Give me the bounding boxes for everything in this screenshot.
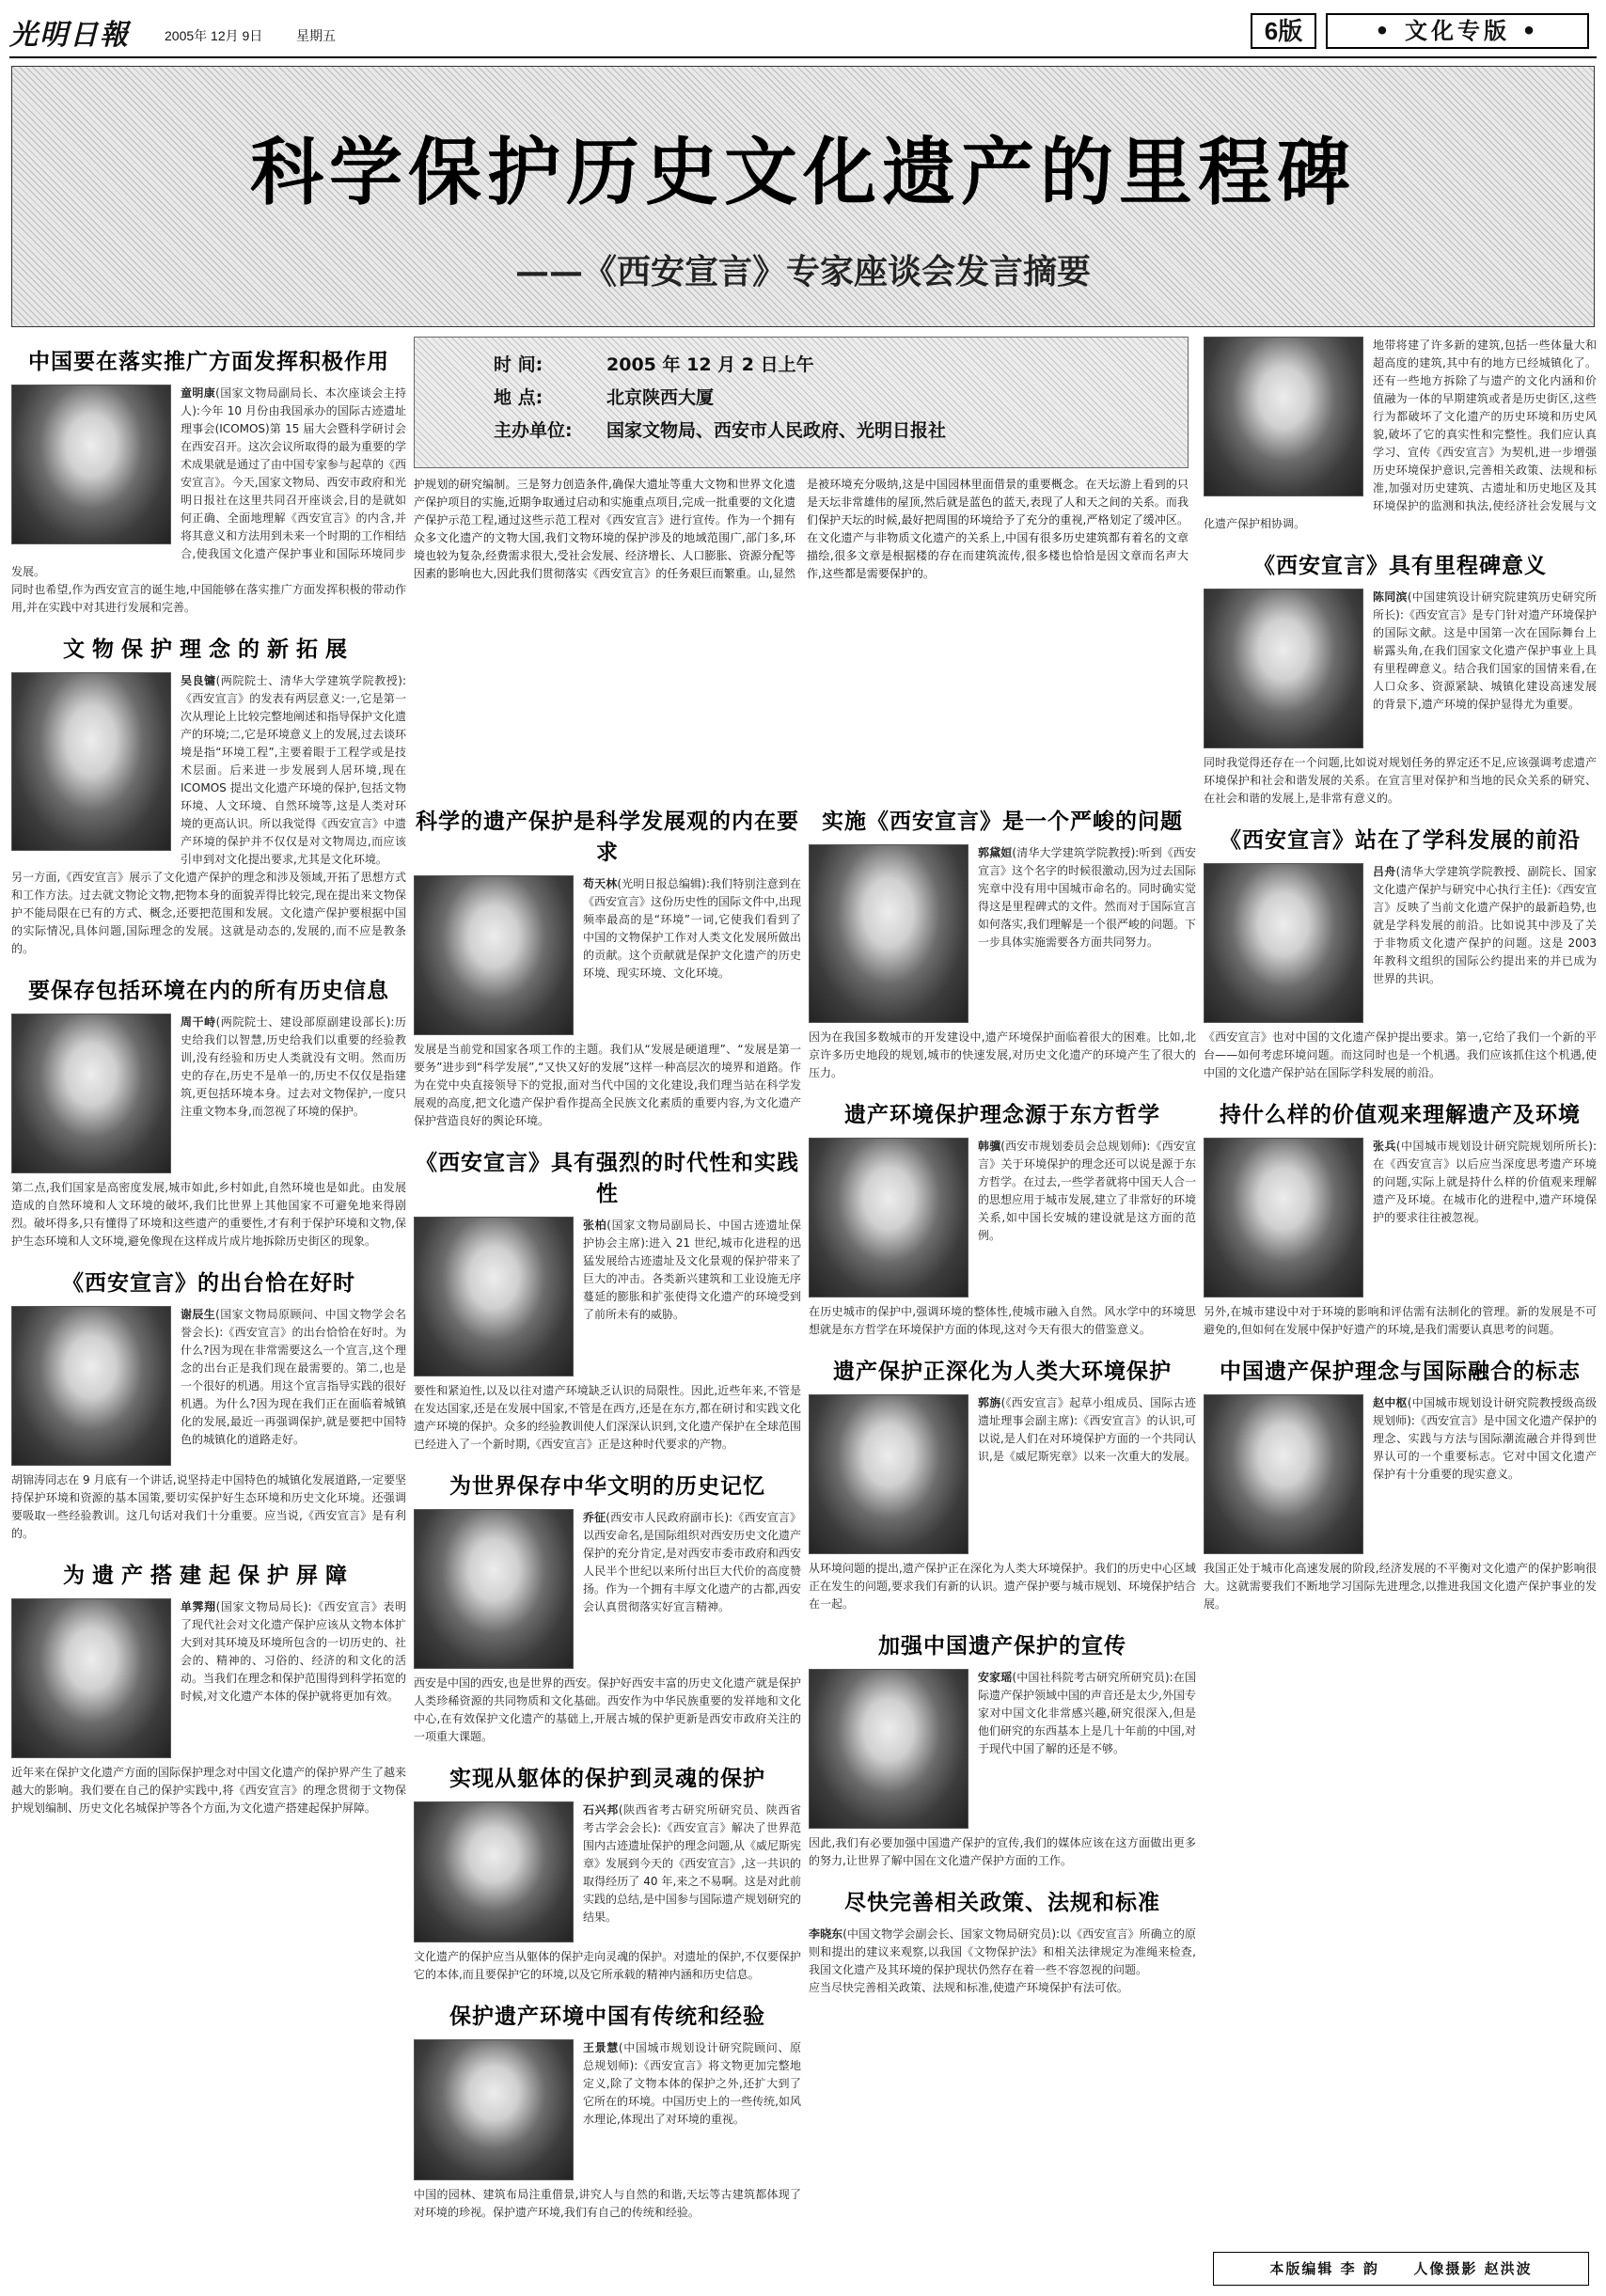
article-lead-text: :《西安宣言》的出台恰恰在好时。为什么?因为现在非常需要这么一个宣言,这个理念的出台正是我们现在最需要的。第二,也是一个很好的机遇。用这个宣言指导实践的很好机遇。为什么?因为现在我们正在面临着城镇化的发展,最近一再强调保护,就是要把中国特色的城镇化的道路走好。 xyxy=(181,1326,406,1446)
article-lead-text: :听到《西安宣言》这个名字的时候很激动,因为过去国际宪章中没有用中国城市命名的。同时确实觉得这是里程碑式的文件。然而对于国际宣言如何落实,我们理解是一个很严峻的问题。下一步具体实施需要各方面共同努力。 xyxy=(978,846,1196,949)
speaker-name: 安家瑶 xyxy=(978,1671,1013,1684)
speaker-name: 陈同滨 xyxy=(1373,590,1408,604)
article xyxy=(1204,541,1597,808)
article-lead-text: :《西安宣言》是中国文化遗产保护的理念、实践与方法与国际潮流融合并得到世界认可的一个重要标志。它对中国文化遗产保护有十分重要的现实意义。 xyxy=(1373,1414,1597,1481)
speaker-role: (清华大学建筑学院教授、副院长、国家文化遗产保护与研究中心执行主任) xyxy=(1373,865,1597,896)
portrait-photo xyxy=(11,672,171,851)
article-body: 第二点,我们国家是高密度发展,城市如此,乡村如此,自然环境也是如此。由发展造成的自然环境和人文环境的破坏,我们比世界上其他国家不可避免地来得剧烈。破坏得多,只有懂得了环境和这些遗产的重要性,才有利于保护环境和文物,保护生态环境和人文环境,避免像现在这样成片成片地拆除历史街区的现象。 xyxy=(11,1181,406,1248)
column-3 xyxy=(809,796,1196,2288)
article-heading: 尽快完善相关政策、法规和标准 xyxy=(844,1891,1160,1915)
article-lead-text: :《西安宣言》是专门针对遗产环境保护的国际文献。这是中国第一次在国际舞台上崭露头角,在我们国家文化遗产保护事业上具有里程碑意义。结合我们国家的国情来看,在人口众多、资源紧缺、城镇化建设高速发展的背景下,遗产环境的保护显得尤为重要。 xyxy=(1373,608,1597,711)
article-body: 胡锦涛同志在 9 月底有一个讲话,说坚持走中国特色的城镇化发展道路,一定要坚持保护环境和资源的基本国策,要切实保护好生态环境和历史文化环境。还强调要吸取一些经验教训。这几句话对我们十分重要。应当说,《西安宣言》是有利的。 xyxy=(11,1473,406,1540)
article-continuation xyxy=(1204,337,1597,533)
speaker-role: (国家文物局原顾问、中国文物学会名誉会长) xyxy=(181,1308,406,1339)
speaker-role: (两院院士、清华大学建筑学院教授) xyxy=(215,674,402,687)
speaker-name: 单霁翔 xyxy=(181,1600,216,1613)
issue-date: 2005年 12月 9日 xyxy=(165,28,263,43)
article-lead-text: :《西安宣言》关于环境保护的理念还可以说是源于东方哲学。在过去,一些学者就将中国天人合一的思想应用于城市发展,建立了非常好的环境关系,如中国长安城的建设就是这方面的范例。 xyxy=(978,1140,1196,1242)
speaker-role: (国家文物局副局长、本次座谈会主持人) xyxy=(181,386,406,417)
speaker-role: (两院院士、建设部原副建设部长) xyxy=(215,1015,391,1029)
speaker-name: 苟天林 xyxy=(583,877,618,890)
article-heading: 中国遗产保护理念与国际融合的标志 xyxy=(1220,1360,1581,1384)
speaker-role: (陕西省考古研究所研究员、陕西省考古学会会长) xyxy=(583,1803,801,1834)
portrait-photo xyxy=(11,1598,171,1758)
place-label: 地 点: xyxy=(494,387,543,408)
portrait-photo xyxy=(1204,863,1363,1023)
portrait-photo xyxy=(414,1217,574,1376)
article xyxy=(414,796,801,1130)
article xyxy=(1204,815,1597,1082)
article-body: 我国正处于城市化高速发展的阶段,经济发展的不平衡对文化遗产的保护影响很大。这就需要我们不断地学习国际先进理念,以推进我国文化遗产保护事业的发展。 xyxy=(1204,1562,1597,1611)
page-title: 科学保护历史文化遗产的里程碑 xyxy=(249,131,1356,215)
event-host: 国家文物局、西安市人民政府、光明日报社 xyxy=(606,420,947,441)
article-body: 要性和紧迫性,以及以往对遗产环境缺乏认识的局限性。因此,近些年来,不管是在发达国家,还是在发展中国家,不管是在西方,还是在东方,都在研讨和实践文化遗产环境的保护。众多的经验教训使人们深深认识到,文化遗产保护在全球范围已经进入了一个新时期,《西安宣言》正是这种时代要求的产物。 xyxy=(414,1384,801,1451)
speaker-role: (《西安宣言》起草小组成员、国际古迹遗址理事会副主席) xyxy=(978,1396,1196,1427)
article-heading: 持什么样的价值观来理解遗产及环境 xyxy=(1220,1103,1581,1127)
article-body: 另一方面,《西安宣言》展示了文化遗产保护的理念和涉及领域,开拓了思想方式和工作方法。过去就文物论文物,把物本身的面貌弄得比较完,现在提出来文物保护不能局限在已有的方式、概念,还要把范围和发展。文化遗产保护要根据中国的实际情况,具体问题,国际理念的发展。这就是动态的,发展的,而不应是教条的。 xyxy=(11,871,406,955)
portrait-photo xyxy=(809,1669,968,1829)
article xyxy=(11,1550,406,1817)
article-heading: 《西安宣言》站在了学科发展的前沿 xyxy=(1220,828,1581,853)
speaker-role: (中国文物学会副会长、国家文物局研究员) xyxy=(842,1927,1057,1941)
article xyxy=(1204,1346,1597,1613)
portrait-photo xyxy=(809,1138,968,1297)
speaker-name: 谢辰生 xyxy=(181,1308,216,1321)
newspaper-logo: 光明日報 xyxy=(9,19,130,52)
article-heading: 为遗产搭建起保护屏障 xyxy=(63,1564,354,1588)
article-lead-text: :《西安宣言》将文物更加完整地定义,除了文物本体的保护之外,还扩大到了它所在的环境。中国历史上的一些传统,如风水理论,体现出了对环境的重视。 xyxy=(583,2059,801,2126)
article xyxy=(809,796,1196,1082)
speaker-name: 乔征 xyxy=(583,1511,606,1524)
time-label: 时 间: xyxy=(494,354,543,375)
article-body: 近年来在保护文化遗产方面的国际保护理念对中国文化遗产的保护界产生了越来越大的影响。我们要在自己的保护实践中,将《西安宣言》的理念贯彻于文物保护规划编制、历史文化名城保护等各个方面,为文化遗产搭建起保护屏障。 xyxy=(11,1766,406,1815)
article-heading: 遗产环境保护理念源于东方哲学 xyxy=(844,1103,1160,1127)
column-1 xyxy=(11,337,406,2288)
article-body: 中国的园林、建筑布局注重借景,讲究人与自然的和谐,天坛等古建筑都体现了对环境的珍视。保护遗产环境,我们有自己的传统和经验。 xyxy=(414,2188,801,2219)
article-body: 因此,我们有必要加强中国遗产保护的宣传,我们的媒体应该在这方面做出更多的努力,让世界了解中国在文化遗产保护方面的工作。 xyxy=(809,1836,1196,1867)
article xyxy=(414,1991,801,2222)
article xyxy=(809,1346,1196,1613)
editor-name: 李 韵 xyxy=(1340,2260,1379,2277)
article-heading: 《西安宣言》具有里程碑意义 xyxy=(1253,554,1547,578)
speaker-role: (西安市规划委员会总规划师) xyxy=(1000,1140,1147,1153)
event-place-row xyxy=(494,384,1174,409)
article xyxy=(809,1878,1196,1997)
article xyxy=(414,1753,801,1984)
speaker-role: (中国建筑设计研究院建筑历史研究所所长) xyxy=(1373,590,1597,621)
article-body: 在历史城市的保护中,强调环境的整体性,使城市融入自然。风水学中的环境思想就是东方哲学在环境保护方面的体现,这对今天有很大的借鉴意义。 xyxy=(809,1305,1196,1336)
speaker-name: 王景慧 xyxy=(583,2041,619,2054)
speaker-role: (国家文物局副局长、中国古迹遗址保护协会主席) xyxy=(583,1219,801,1250)
speaker-name: 赵中枢 xyxy=(1373,1396,1408,1409)
article-heading: 遗产保护正深化为人类大环境保护 xyxy=(833,1360,1172,1384)
section-name: • 文化专版 • xyxy=(1326,13,1589,49)
hero-banner xyxy=(11,66,1595,327)
article-lead-text: :在《西安宣言》以后应当深度思考遗产环境的问题,实际上就是持什么样的价值观来理解遗产及环境。在城市化的进程中,遗产环境保护的要求往往被忽视。 xyxy=(1373,1140,1597,1224)
portrait-photo xyxy=(809,1394,968,1554)
article-continuation-text: 地带将建了许多新的建筑,包括一些体量大和超高度的建筑,其中有的地方已经城镇化了。还有一些地方拆除了与遗产的文化内涵和价值融为一体的早期建筑或者是历史街区,这些行为都破坏了文化遗产的历史环境和历史风貌,破坏了它的真实性和完整性。我们应认真学习、宣传《西安宣言》为契机,进一步增强历史环境保护意识,完善相关政策、法规和标准,加强对历史建筑、古遗址和历史地区及其环境保护的监测和执法,使经济社会发展与文化遗产保护相协调。 xyxy=(1204,338,1597,530)
article xyxy=(11,624,406,958)
event-place: 北京陕西大厦 xyxy=(606,387,715,408)
issue-weekday: 星期五 xyxy=(296,28,336,43)
article-heading: 加强中国遗产保护的宣传 xyxy=(878,1634,1126,1659)
article xyxy=(414,1138,801,1454)
article-body: 从环境问题的提出,遗产保护正在深化为人类大环境保护。我们的历史中心区域正在发生的问题,要求我们有新的认识。遗产保护要与城市规划、环境保护结合在一起。 xyxy=(809,1562,1196,1611)
speaker-name: 吕舟 xyxy=(1373,865,1396,878)
speaker-name: 张柏 xyxy=(583,1219,607,1232)
speaker-role: (中国城市规划设计研究院顾问、原总规划师) xyxy=(583,2041,801,2072)
article-lead-text: :在国际遗产保护领域中国的声音还是太少,外国专家对中国文化非常感兴趣,研究很深入,但是他们研究的东西基本上是几十年前的中国,对于现代中国了解的还是不够。 xyxy=(978,1671,1196,1755)
portrait-photo xyxy=(1204,589,1363,748)
event-info-area xyxy=(414,337,1196,788)
portrait-photo xyxy=(1204,1394,1363,1554)
article-heading: 科学的遗产保护是科学发展观的内在要求 xyxy=(416,810,799,865)
editor-label: 本版编辑 xyxy=(1269,2260,1334,2277)
article-heading: 要保存包括环境在内的所有历史信息 xyxy=(28,979,389,1003)
photographer-name: 赵洪波 xyxy=(1484,2260,1533,2277)
portrait-photo xyxy=(11,385,171,544)
portrait-photo xyxy=(414,875,574,1035)
article-body: 发展是当前党和国家各项工作的主题。我们从“发展是硬道理”、“发展是第一要务”进步到“科学发展”,“又快又好的发展”这样一种高层次的境界和道路。作为在党中央直接领导下的党报,面对当代中国的文化建设,我们理当站在科学发展观的高度,把文化遗产保护看作提高全民族文化素质的重要内容,为文化遗产保护营造良好的舆论环境。 xyxy=(414,1043,801,1127)
speaker-role: (清华大学建筑学院教授) xyxy=(1012,846,1136,859)
article-body: 《西安宣言》也对中国的文化遗产保护提出要求。第一,它给了我们一个新的平台——如何考虑环境问题。而这同时也是一个机遇。我们应该抓住这个机遇,使中国的文化遗产保护站在国际学科发展的前沿。 xyxy=(1204,1030,1597,1079)
article-lead-text: :我们特别注意到在《西安宣言》这份历史性的国际文件中,出现频率最高的是“环境”一词,它使我们看到了中国的文物保护工作对人类文化发展所做出的贡献。这个贡献就是保护文化遗产的历史环境、现实环境、文化环境。 xyxy=(583,877,801,980)
article-lead-text: :《西安宣言》以西安命名,是国际组织对西安历史文化遗产保护的充分肯定,是对西安市委市政府和西安人民半个世纪以来所付出巨大代价的高度赞扬。作为一个拥有丰厚文化遗产的古都,西安会认真贯彻落实好宣言精神。 xyxy=(583,1511,801,1613)
speaker-role: (国家文物局局长) xyxy=(215,1600,308,1613)
article xyxy=(11,1258,406,1543)
article-heading: 为世界保存中华文明的历史记忆 xyxy=(449,1474,765,1499)
speaker-name: 周干峙 xyxy=(181,1015,216,1029)
speaker-name: 吴良镛 xyxy=(181,674,216,687)
intro-text: 护规划的研究编制。三是努力创造条件,确保大遗址等重大文物和世界文化遗产保护项目的实施,近期争取通过启动和实施重点项目,完成一批重要的文化遗产保护示范工程,通过这些示范工程对《西安宣言》进行宣传。作为一个拥有众多文化遗产的文物大国,我们文物环境的保护涉及的地域范围广,部门多,环境也较为复杂,经费需求很大,受社会发展、经济增长、人口膨胀、资源分配等因素的影响也大,因此我们贯彻落实《西安宣言》的任务艰巨而繁重。山,显然是被环境充分吸纳,这是中国园林里面借景的重要概念。在天坛游上看到的只是天坛非常雄伟的屋顶,然后就是蓝色的蓝天,表现了人和天之间的关系。而我们保护天坛的时候,最好把周围的环境给予了充分的重视,严格划定了缓冲区。在文化遗产与非物质文化遗产的关系上,中国有很多历史建筑都有着名的文章描绘,很多文章是根据楼的存在而建筑流传,很多楼也恰恰是因文章而名声大作,这些都是需要保护的。 xyxy=(414,478,1189,580)
article-body: 应当尽快完善相关政策、法规和标准,使遗产环境保护有法可依。 xyxy=(809,1981,1128,1994)
portrait-photo xyxy=(11,1014,171,1173)
masthead xyxy=(9,11,1597,58)
article-lead-text: :《西安宣言》表明了现代社会对文化遗产保护应该从文物本体扩大到对其环境及环境所包含的一切历史的、社会的、精神的、习俗的、经济的和文化的活动。当我们在理念和保护范围得到科学拓宽的时候,对文化遗产本体的保护就将更加有效。 xyxy=(181,1600,406,1703)
event-time: 2005 年 12 月 2 日上午 xyxy=(606,354,814,375)
speaker-name: 张兵 xyxy=(1373,1140,1396,1153)
event-time-row xyxy=(494,351,1174,376)
article-lead-text: :今年 10 月份由我国承办的国际古迹遗址理事会(ICOMOS)第 15 届大会暨科学研讨会在西安召开。这次会议所取得的最为重要的学术成果就是通过了由中国专家参与起草的《西安宣言》。今天,国家文物局、西安市政府和光明日报社在这里共同召开座谈会,目的是就如何正确、全面地理解《西安宣言》的内含,并将其意义和方法用到未来一个时期的工作相结合,使我国文化遗产保护事业和国际环境同步发展。 xyxy=(11,404,406,578)
host-label: 主办单位: xyxy=(494,420,573,441)
article-heading: 实施《西安宣言》是一个严峻的问题 xyxy=(822,810,1183,834)
article xyxy=(809,1621,1196,1870)
article-body: 因为在我国多数城市的开发建设中,遗产环境保护面临着很大的困难。比如,北京许多历史地段的规划,城市的快速发展,对历史文化遗产的环境产生了很大的压力。 xyxy=(809,1030,1196,1079)
portrait-photo xyxy=(414,1509,574,1669)
editor-credit xyxy=(1213,2252,1589,2286)
article-heading: 保护遗产环境中国有传统和经验 xyxy=(449,2005,765,2029)
article-lead-text: :进入 21 世纪,城市化进程的迅猛发展给古迹遗址及文化景观的保护带来了巨大的冲击。各类新兴建筑和工业设施无序蔓延的膨胀和扩张使得文化遗产的环境受到了前所未有的威胁。 xyxy=(583,1236,801,1321)
speaker-role: (中国社科院考古研究所研究员) xyxy=(1012,1671,1170,1684)
speaker-role: (中国城市规划设计研究院教授级高级规划师) xyxy=(1373,1396,1597,1427)
speaker-name: 石兴邦 xyxy=(583,1803,619,1816)
speaker-name: 郭黛姮 xyxy=(978,846,1013,859)
article-lead-text: :《西安宣言》的认识,可以说,是人们在对环境保护方面的一个共同认识,是《威尼斯宪章》以来一次重大的发展。 xyxy=(978,1414,1196,1463)
article-lead-text: :以《西安宣言》所确立的原则和提出的建议来观察,以我国《文物保护法》和相关法律规定为准绳来检查,我国文化遗产及其环境的保护现状仍然存在着一些不容忽视的问题。 xyxy=(809,1927,1196,1976)
article-heading: 《西安宣言》具有强烈的时代性和实践性 xyxy=(416,1151,799,1206)
portrait-photo xyxy=(414,2039,574,2180)
page-subtitle: ——《西安宣言》专家座谈会发言摘要 xyxy=(514,252,1091,291)
article xyxy=(11,966,406,1250)
article-lead-text: :《西安宣言》解决了世界范围内古迹遗址保护的理念问题,从《威尼斯宪章》发展到今天的《西安宣言》,这一共识的取得经历了 40 年,来之不易啊。这是对此前实践的总结,是中国参与国际遗产规划研究的结果。 xyxy=(583,1821,801,1924)
speaker-name: 童明康 xyxy=(181,386,216,400)
article xyxy=(11,337,406,617)
article-lead-text: :历史给我们以智慧,历史给我们以重要的经验教训,没有经验和历史人类就没有文明。然而历史的存在,历史不是单一的,历史不仅仅是指建筑,更包括环境本身。过去对文物保护,一度只注重文物本身,而忽视了环境的保护。 xyxy=(181,1015,406,1118)
article-heading: 中国要在落实推广方面发挥积极作用 xyxy=(28,350,389,374)
column-2 xyxy=(414,796,801,2288)
article-lead-text: :《西安宣言》的发表有两层意义:一,它是第一次从理论上比较完整地阐述和指导保护文化遗产的环境;二,它是环境意义上的发展,过去谈环境是指“环境工程”,主要着眼于工程学或是技术层面。后来进一步发展到人居环境,现在 ICOMOS 提出文化遗产环境的保护,包括文物环境、人文环境、自然环境等,这是人类对环境的更高认识。所以我觉得《西安宣言》中遗产环境的保护并不仅仅是对文物周边,而应该引申到对文化提出要求,尤其是文化环境。 xyxy=(181,674,406,866)
speaker-role: (西安市人民政府副市长) xyxy=(606,1511,730,1524)
speaker-role: (中国城市规划设计研究院规划所所长) xyxy=(1395,1140,1593,1153)
article-body: 同时我觉得还存在一个问题,比如说对规划任务的界定还不足,应该强调考虑遗产环境保护和社会和谐发展的关系。在宣言里对保护和当地的民众关系的研究、在社会和谐的发展上,是非常有意义的。 xyxy=(1204,756,1597,805)
article-body: 另外,在城市建设中对于环境的影响和评估需有法制化的管理。新的发展是不可避免的,但如何在发展中保护好遗产的环境,是我们需要认真思考的问题。 xyxy=(1204,1305,1597,1336)
speaker-name: 郭旃 xyxy=(978,1396,1001,1409)
article-heading: 实现从躯体的保护到灵魂的保护 xyxy=(449,1767,765,1791)
article xyxy=(1204,1090,1597,1339)
speaker-name: 李晓东 xyxy=(809,1927,843,1941)
portrait-photo xyxy=(414,1801,574,1942)
article-body: 同时也希望,作为西安宣言的诞生地,中国能够在落实推广方面发挥积极的带动作用,并在实践中对其进行发展和完善。 xyxy=(11,583,406,614)
article xyxy=(809,1090,1196,1339)
portrait-photo xyxy=(1204,1138,1363,1297)
article-heading: 文物保护理念的新拓展 xyxy=(63,637,354,662)
article xyxy=(414,1461,801,1746)
speaker-role: (光明日报总编辑) xyxy=(617,877,706,890)
event-host-row xyxy=(494,417,1174,442)
article-body: 西安是中国的西安,也是世界的西安。保护好西安丰富的历史文化遗产就是保护人类珍稀资源的共同物质和文化基础。西安作为中华民族重要的发祥地和文化中心,在有效保护文化遗产的基础上,开展古城的保护更新是西安市政府关注的一项重大课题。 xyxy=(414,1676,801,1743)
article-lead xyxy=(809,1926,1196,1979)
speaker-name: 韩骥 xyxy=(978,1140,1001,1153)
article-heading: 《西安宣言》的出台恰在好时 xyxy=(62,1271,355,1296)
event-info-box xyxy=(414,337,1189,468)
portrait-photo xyxy=(809,844,968,1023)
page-number: 6版 xyxy=(1251,13,1316,49)
portrait-photo xyxy=(11,1306,171,1466)
column-4 xyxy=(1204,337,1597,2245)
portrait-photo xyxy=(1204,337,1363,496)
article-body: 文化遗产的保护应当从躯体的保护走向灵魂的保护。对遗址的保护,不仅要保护它的本体,而且要保护它的环境,以及它所承载的精神内涵和历史信息。 xyxy=(414,1950,801,1981)
article-lead-text: :《西安宣言》反映了当前文化遗产保护的最新趋势,也就是学科发展的前沿。比如说其中涉及了关于非物质文化遗产保护的问题。这是 2003 年教科文组织的国际公约提出来的并已成为世界的共识。 xyxy=(1373,883,1597,985)
photo-credit-label: 人像摄影 xyxy=(1413,2260,1478,2277)
